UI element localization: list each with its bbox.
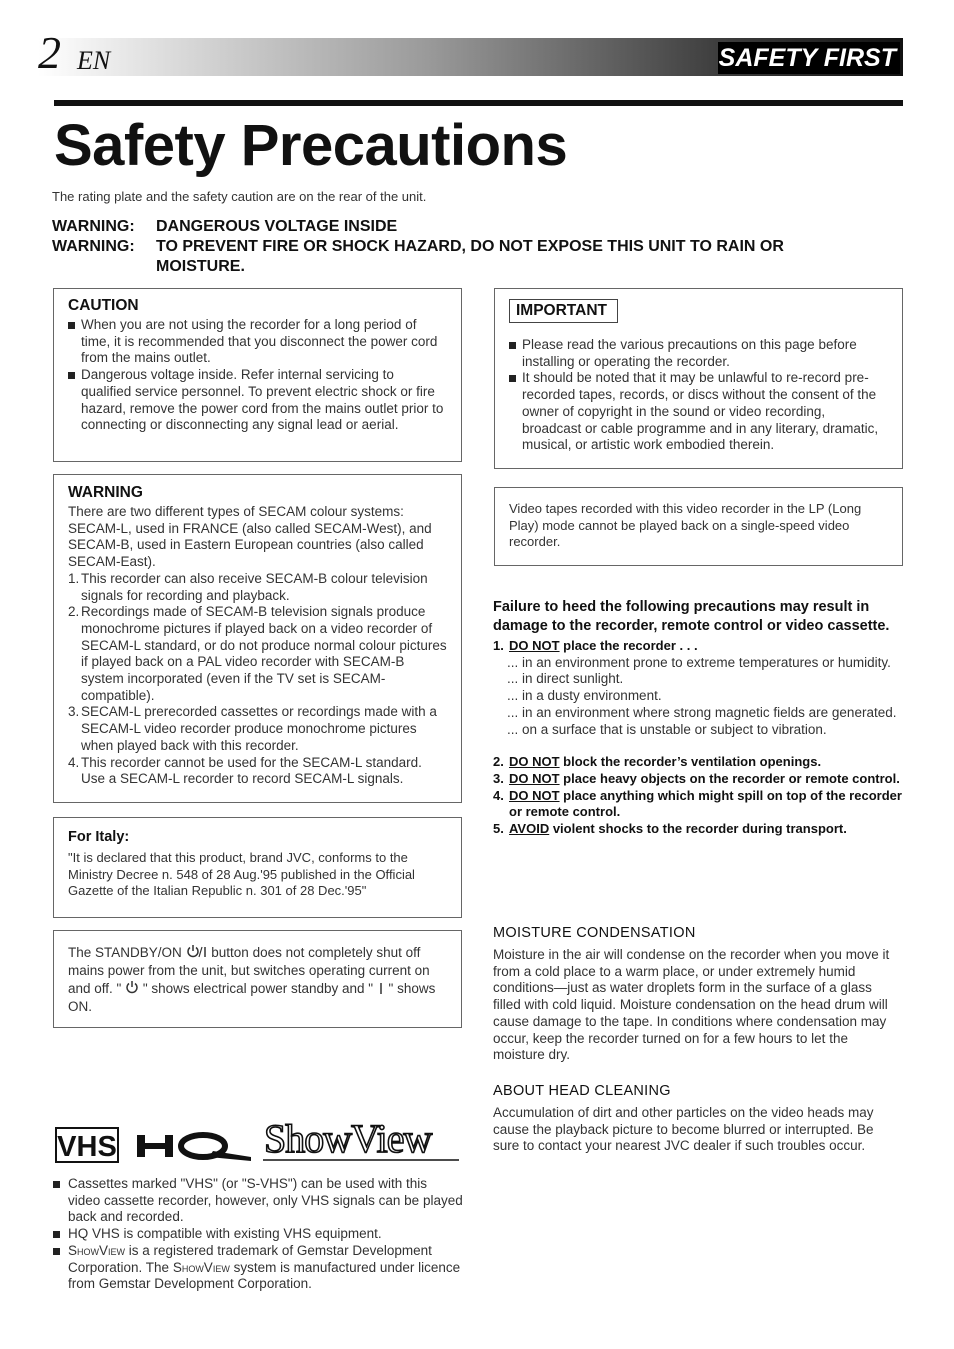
list-item: ... in an environment where strong magnetic fields are generated. [507, 704, 897, 720]
logo-row [55, 1113, 461, 1163]
standby-icon [125, 980, 139, 994]
list-item: 1. This recorder can also receive SECAM-B colour television signals for recording and playback. [68, 570, 428, 603]
list-item: Cassettes marked "VHS" (or "S-VHS") can be used with this video cassette recorder, however, only VHS signals can be played back and recorded. [53, 1176, 463, 1226]
italy-heading: For Italy: [68, 829, 130, 845]
precaution-item: 2. DO NOT block the recorder’s ventilation openings. [493, 754, 822, 770]
list-item: HQ VHS is compatible with existing VHS equipment. [53, 1226, 463, 1243]
warning-label: WARNING: [52, 218, 135, 235]
list-item: ... on a surface that is unstable or subject to vibration. [507, 721, 827, 737]
precaution-item: 5. AVOID violent shocks to the recorder during transport. [493, 821, 847, 837]
head-cleaning-heading: ABOUT HEAD CLEANING [493, 1083, 671, 1099]
caution-heading: CAUTION [68, 297, 139, 314]
warning-text: DANGEROUS VOLTAGE INSIDE [156, 218, 398, 235]
precaution-list [493, 638, 903, 838]
lp-note-box [494, 487, 903, 566]
section-title: SAFETY FIRST [718, 42, 900, 74]
list-item: ... in a dusty environment. [507, 688, 662, 704]
trademark-list [53, 1176, 463, 1293]
secam-warning-intro: There are two different types of SECAM colour systems: SECAM-L, used in FRANCE (also called SECAM-West), and SECAM-B, used in Eastern European countries (also called SECAM-East). [68, 504, 432, 570]
moisture-section [493, 925, 903, 1064]
page-title: Safety Precautions [54, 113, 568, 178]
header-rule [54, 100, 903, 106]
secam-warning-heading: WARNING [68, 484, 143, 501]
vhs-logo-text: VHS [57, 1131, 117, 1163]
warning-label: WARNING: [52, 238, 135, 255]
standby-on-icon [186, 944, 208, 958]
precaution-item: 1. DO NOT place the recorder . . . [493, 638, 698, 653]
head-cleaning-text: Accumulation of dirt and other particles on the video heads may cause the playback picture to become blurred or interrupted. Be sure to contact your nearest JVC dealer if such troubles occur. [493, 1105, 874, 1154]
moisture-heading: MOISTURE CONDENSATION [493, 925, 696, 941]
lp-note-text: Video tapes recorded with this video recorder in the LP (Long Play) mode cannot be played back on a single-speed video recorder. [509, 501, 862, 550]
list-item: Dangerous voltage inside. Refer internal servicing to qualified service personnel. To prevent electric shock or fire hazard, remove the power cord from the mains outlet prior to connecting or disconnecting any signal lead or aerial. [68, 367, 447, 434]
standby-box [53, 930, 462, 1028]
showview-logo-text: ShowView [264, 1116, 432, 1161]
on-icon [377, 981, 385, 995]
list-item: 3. SECAM-L prerecorded cassettes or recordings made with a SECAM-L video recorder produce monochrome pictures when played back with this recorder. [68, 704, 437, 753]
warning-line [52, 217, 856, 237]
vhs-logo [55, 1127, 119, 1163]
caution-box [53, 288, 462, 462]
failure-section [493, 598, 903, 838]
hq-logo [135, 1131, 253, 1161]
warning-line [52, 237, 856, 277]
warning-lines [52, 217, 856, 277]
page-language: EN [77, 46, 111, 75]
list-item: ... in an environment prone to extreme temperatures or humidity. [507, 654, 891, 670]
precaution-item: 4. DO NOT place anything which might spill on top of the recorder or remote control. [493, 787, 902, 820]
standby-text: The STANDBY/ON button does not completely shut off mains power from the unit, but switches operating current on and off. " " shows electrical power standby and " " shows ON. [68, 945, 436, 1014]
list-item: ShowView is a registered trademark of Gemstar Development Corporation. The ShowView system is manufactured under licence from Gemstar Development Corporation. [53, 1243, 463, 1293]
list-item: Please read the various precautions on this page before installing or operating the recorder. [509, 337, 888, 370]
failure-lead: Failure to heed the following precautions may result in damage to the recorder, remote control or video cassette. [493, 599, 890, 634]
showview-logo [263, 1113, 459, 1163]
italy-box [53, 817, 462, 918]
list-item: 4. This recorder cannot be used for the SECAM-L standard. Use a SECAM-L recorder to record SECAM-L signals. [68, 754, 422, 787]
precaution-item: 3. DO NOT place heavy objects on the recorder or remote control. [493, 770, 900, 786]
list-item: ... in direct sunlight. [507, 671, 624, 687]
page-number: 2 [38, 27, 61, 78]
intro-text: The rating plate and the safety caution are on the rear of the unit. [52, 189, 427, 204]
list-item: When you are not using the recorder for a long period of time, it is recommended that you disconnect the power cord from the mains outlet. [68, 317, 447, 367]
important-box [494, 288, 903, 469]
warning-text: TO PREVENT FIRE OR SHOCK HAZARD, DO NOT EXPOSE THIS UNIT TO RAIN OR MOISTURE. [156, 238, 784, 275]
secam-warning-box [53, 474, 462, 803]
italy-text: "It is declared that this product, brand JVC, conforms to the Ministry Decree n. 548 of 28 Aug.'95 published in the Official Gazette of the Italian Republic n. 301 of 28 Dec.'95" [68, 850, 415, 899]
important-heading: IMPORTANT [509, 299, 618, 323]
head-cleaning-section [493, 1083, 903, 1155]
list-item: 2. Recordings made of SECAM-B television signals produce monochrome pictures if played back on a video recorder of SECAM-L standard, or do not produce normal colour pictures if played back on a PAL video recorder with SECAM-B system incorporated (even if the TV set is SECAM-compatible). [68, 604, 447, 703]
precaution-sublist [493, 655, 903, 739]
list-item: It should be noted that it may be unlawful to re-record pre-recorded tapes, records, or discs without the consent of the owner of copyright in the sound or video recording, broadcast or cable programme and in any literary, dramatic, musical, or artistic work embodied therein. [509, 370, 888, 454]
moisture-text: Moisture in the air will condense on the recorder when you move it from a cold place to a warm place, or under extremely humid conditions—just as water droplets form in the surface of a glass filled with cold liquid. Moisture condensation on the head drum will cause damage to the tape. In conditions where condensation may occur, keep the recorder turned on for a few hours to let the moisture dry. [493, 947, 890, 1063]
